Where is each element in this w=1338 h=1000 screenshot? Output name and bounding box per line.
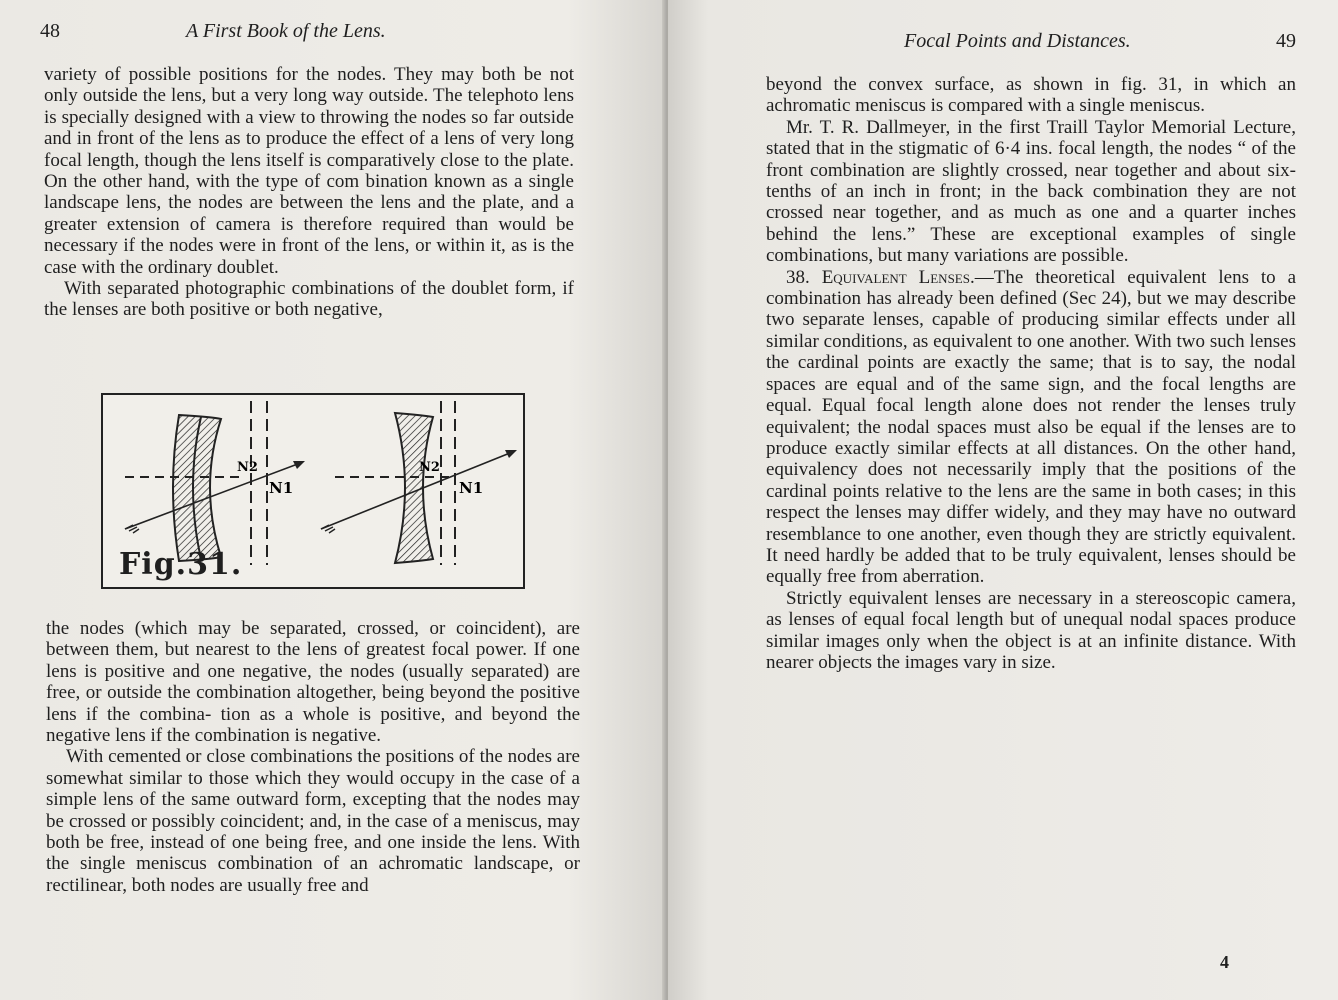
left-page: [0, 0, 668, 1000]
paragraph: beyond the convex surface, as shown in fig. 31, in which an achromatic meniscus is compared with a single meniscus.: [766, 74, 1296, 117]
node-label: N1: [269, 479, 294, 497]
page-number-right: 49: [1276, 30, 1296, 52]
node-label: N2: [419, 460, 440, 475]
left-text-top: [44, 64, 574, 321]
section-number: 38.: [786, 266, 810, 288]
figure-caption: Fig.31.: [119, 547, 243, 582]
node-label: N1: [459, 479, 484, 497]
section-body: —The theoretical equivalent lens to a combination has already been defined (Sec 24), but we may describe two separate lenses, capable of producing similar effects under all similar conditions, as equivalent to one another. With two such lenses the cardinal points are exactly the same; that is to say, the nodal spaces are equal and of the same sign, and the focal lengths are equal. Equal focal length alone does not render the lenses truly equivalent; the nodal spaces must also be equal if the lenses are to produce exactly similar effects at all distances. On the other hand, equivalency does not necessarily imply that the positions of the cardinal points relative to the lens are the same in both cases; in this respect the lenses may differ widely, and they may have no outward resemblance to one another, even though they are strictly equivalent. It need hardly be added that to be truly equivalent, lenses should be equally free from aberration.: [766, 266, 1297, 588]
right-lens: [395, 413, 433, 563]
paragraph: Strictly equivalent lenses are necessary in a stereoscopic camera, as lenses of equal focal length but of unequal nodal spaces produce similar images only when the object is at an infinite distance. With nearer objects the images vary in size.: [766, 587, 1296, 673]
paragraph: the nodes (which may be separated, crossed, or coincident), are between them, but nearest to the lens of greatest focal power. If one lens is positive and one negative, the nodes (usually separated) are free, or outside the combination altogether, being beyond the positive lens if the combina- tion as a whole is positive, and beyond the negative lens if the combination is negative.: [46, 618, 580, 747]
paragraph: Mr. T. R. Dallmeyer, in the first Traill Taylor Memorial Lecture, stated that in the stigmatic of 6·4 ins. focal length, the nodes “ of the front combination are slightly crossed, near together and about six-tenths of an inch in front; in the back combination they are not crossed near together, and as much as one and a quarter inches behind the lens.” These are exceptional examples of single combinations, but many variations are possible.: [766, 116, 1296, 267]
section-heading: Equivalent Lenses.: [821, 266, 975, 288]
signature-mark: 4: [1220, 952, 1229, 972]
node-label: N2: [237, 460, 258, 475]
paragraph: variety of possible positions for the nodes. They may both be not only outside the lens, but a very long way outside. The telephoto lens is specially designed with a view to throwing the nodes so far outside and in front of the lens as to produce the effect of a lens of very long focal length, though the lens itself is comparatively close to the plate. On the other hand, with the type of com bination known as a single landscape lens, the nodes are between the lens and the plate, and a greater extension of camera is therefore required than would be necessary if the nodes were in front of the lens, or within it, as is the case with the ordinary doublet.: [44, 64, 574, 278]
running-head-right: Focal Points and Distances.: [904, 30, 1131, 52]
section-38-paragraph: [766, 267, 1296, 588]
right-page: [668, 0, 1338, 1000]
page-number-left: 48: [40, 20, 60, 42]
paragraph: With cemented or close combinations the positions of the nodes are somewhat similar to those which they would occupy in the case of a simple lens of the same outward form, excepting that the nodes may be crossed or possibly coincident; and, in the case of a meniscus, may both be free, instead of one being free, and one inside the lens. With the single meniscus combination of an achromatic landscape, or rectilinear, both nodes are usually free and: [46, 746, 580, 896]
left-text-bottom: [46, 618, 580, 896]
figure-31: [101, 393, 525, 589]
running-head-left: A First Book of the Lens.: [186, 20, 386, 42]
paragraph: With separated photographic combinations of the doublet form, if the lenses are both positive or both negative,: [44, 278, 574, 321]
right-text: [766, 74, 1296, 673]
